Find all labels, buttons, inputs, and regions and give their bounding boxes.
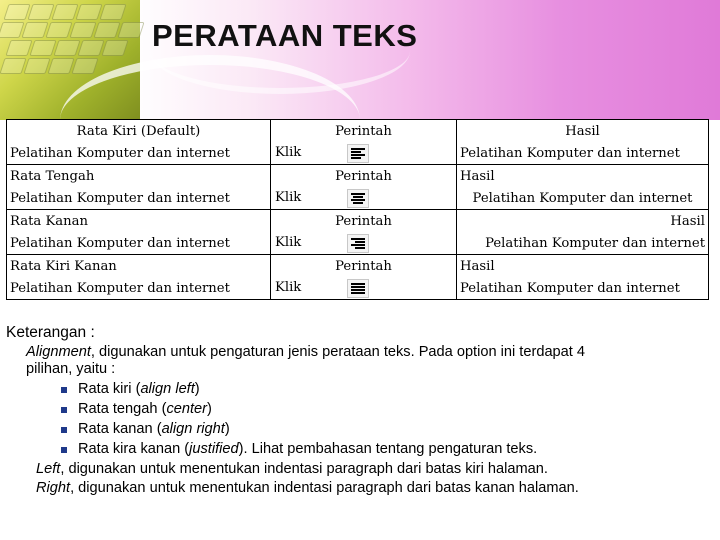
result-text: Pelatihan Komputer dan internet — [457, 187, 709, 210]
result-text: Pelatihan Komputer dan internet — [457, 142, 709, 165]
bullet-text: ) — [194, 380, 200, 397]
section-label: Rata Kiri (Default) — [7, 120, 271, 143]
bullet-square-icon — [61, 427, 67, 433]
perintah-header: Perintah — [271, 210, 457, 233]
left-description: , digunakan untuk menentukan indentasi paragraph dari batas kiri halaman. — [60, 460, 548, 477]
klik-label: Klik — [275, 280, 302, 295]
command-cell — [271, 142, 457, 165]
right-description: , digunakan untuk menentukan indentasi paragraph dari batas kanan halaman. — [70, 480, 579, 496]
command-cell — [271, 277, 457, 300]
alignment-options-list — [6, 380, 711, 460]
list-item — [61, 420, 711, 440]
table-row — [7, 142, 709, 165]
list-item — [61, 400, 711, 420]
result-text: Pelatihan Komputer dan internet — [457, 277, 709, 300]
table-row — [7, 165, 709, 188]
bullet-square-icon — [61, 387, 67, 393]
sample-text: Pelatihan Komputer dan internet — [7, 142, 271, 165]
sample-text: Pelatihan Komputer dan internet — [7, 277, 271, 300]
table-row — [7, 210, 709, 233]
align-center-icon[interactable] — [347, 189, 369, 208]
notes-section — [6, 323, 711, 499]
hasil-header: Hasil — [457, 255, 709, 278]
perintah-header: Perintah — [271, 165, 457, 188]
alignment-note-continued: pilihan, yaitu : — [26, 361, 116, 377]
alignment-term: Alignment — [26, 343, 91, 360]
alignment-description: , digunakan untuk pengaturan jenis perataan teks. Pada option ini terdapat 4 — [90, 343, 586, 360]
list-item — [61, 440, 711, 460]
command-cell — [271, 187, 457, 210]
klik-label: Klik — [275, 235, 302, 250]
bullet-text: Rata kiri ( — [78, 380, 141, 397]
page-title: PERATAAN TEKS — [152, 18, 418, 53]
klik-label: Klik — [275, 145, 302, 160]
bullet-term: center — [166, 400, 207, 417]
perintah-header: Perintah — [271, 255, 457, 278]
section-label: Rata Tengah — [7, 165, 271, 188]
bullet-text: ) — [207, 400, 212, 417]
bullet-square-icon — [61, 447, 67, 453]
bullet-text: ) — [224, 420, 230, 437]
align-justify-icon[interactable] — [347, 279, 369, 298]
left-term: Left — [36, 460, 61, 477]
align-right-icon[interactable] — [347, 234, 369, 253]
bullet-text: ). Lihat pembahasan tentang pengaturan teks. — [238, 440, 538, 457]
table-row — [7, 255, 709, 278]
notes-heading: Keterangan : — [6, 324, 95, 341]
alignment-table — [6, 119, 709, 300]
hasil-header: Hasil — [457, 165, 709, 188]
table-row — [7, 187, 709, 210]
bullet-term: align right — [161, 420, 225, 437]
bullet-text: Rata kira kanan ( — [78, 440, 190, 457]
align-left-icon[interactable] — [347, 144, 369, 163]
bullet-term: align left — [140, 380, 195, 397]
perintah-header: Perintah — [271, 120, 457, 143]
bullet-text: Rata kanan ( — [78, 420, 162, 437]
sample-text: Pelatihan Komputer dan internet — [7, 232, 271, 255]
table-row — [7, 232, 709, 255]
bullet-square-icon — [61, 407, 67, 413]
klik-label: Klik — [275, 190, 302, 205]
bullet-text: Rata tengah ( — [78, 400, 167, 417]
result-text: Pelatihan Komputer dan internet — [457, 232, 709, 255]
hasil-header: Hasil — [457, 210, 709, 233]
list-item — [61, 380, 711, 400]
section-label: Rata Kiri Kanan — [7, 255, 271, 278]
table-row — [7, 277, 709, 300]
command-cell — [271, 232, 457, 255]
sample-text: Pelatihan Komputer dan internet — [7, 187, 271, 210]
hasil-header: Hasil — [457, 120, 709, 143]
header-banner — [0, 0, 720, 120]
left-note — [6, 460, 711, 480]
section-label: Rata Kanan — [7, 210, 271, 233]
right-term: Right — [36, 480, 71, 496]
right-note — [6, 479, 711, 499]
table-row — [7, 120, 709, 143]
bullet-term: justified — [189, 440, 239, 457]
